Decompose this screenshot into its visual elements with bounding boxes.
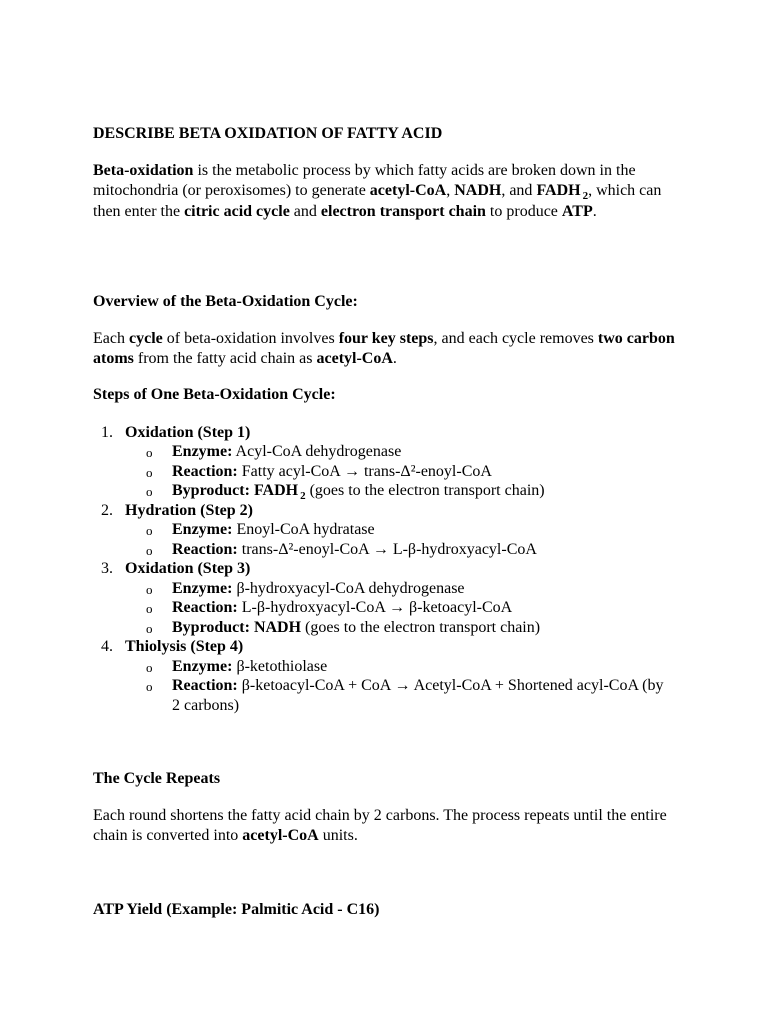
step-1-reaction: Reaction: Fatty acyl-CoA → trans-Δ²-enoyl-CoA (172, 463, 492, 480)
bullet-icon: o (146, 445, 153, 460)
bullet-icon: o (146, 543, 153, 558)
step-2-title: Hydration (Step 2) (125, 502, 253, 519)
step-2-enzyme: Enzyme: Enoyl-CoA hydratase (172, 521, 375, 538)
step-3-reaction: Reaction: L-β-hydroxyacyl-CoA → β-ketoacyl-CoA (172, 599, 513, 616)
overview-heading: Overview of the Beta-Oxidation Cycle: (93, 293, 358, 310)
step-4-enzyme: Enzyme: β-ketothiolase (172, 658, 328, 675)
step-4-number: 4. (101, 638, 113, 655)
beta-oxidation-term: Beta-oxidation (93, 162, 194, 179)
intro-paragraph: Beta-oxidation is the metabolic process by which fatty acids are broken down in the mitochondria (or peroxisomes) to generate acetyl-CoA, NADH, and FADH $_2$, which can then enter the citric acid cycle and electron transport chain to produce ATP. (93, 162, 662, 220)
step-1-title: Oxidation (Step 1) (125, 424, 251, 441)
bullet-icon: o (146, 621, 153, 636)
step-1-byproduct: Byproduct: FADH $_2$ (goes to the electron transport chain) (172, 482, 545, 502)
overview-paragraph: Each cycle of beta-oxidation involves four key steps, and each cycle removes two carbon atoms from the fatty acid chain as acetyl-CoA. (93, 330, 675, 367)
step-2-number: 2. (101, 502, 113, 519)
step-3-byproduct: Byproduct: NADH (goes to the electron transport chain) (172, 619, 541, 636)
step-2-reaction: Reaction: trans-Δ²-enoyl-CoA → L-β-hydroxyacyl-CoA (172, 541, 537, 558)
step-3-enzyme: Enzyme: β-hydroxyacyl-CoA dehydrogenase (172, 580, 465, 597)
cycle-repeats-heading: The Cycle Repeats (93, 770, 221, 787)
bullet-icon: o (146, 582, 153, 597)
cycle-repeats-paragraph: Each round shortens the fatty acid chain by 2 carbons. The process repeats until the entire chain is converted into acetyl-CoA units. (93, 807, 667, 844)
bullet-icon: o (146, 523, 153, 538)
bullet-icon: o (146, 465, 153, 480)
bullet-icon: o (146, 679, 153, 694)
bullet-icon: o (146, 484, 153, 499)
step-3-number: 3. (101, 560, 113, 577)
bullet-icon: o (146, 601, 153, 616)
atp-yield-heading: ATP Yield (Example: Palmitic Acid - C16) (93, 901, 380, 918)
step-4-title: Thiolysis (Step 4) (125, 638, 244, 655)
step-3-title: Oxidation (Step 3) (125, 560, 251, 577)
bullet-icon: o (146, 660, 153, 675)
page-title: DESCRIBE BETA OXIDATION OF FATTY ACID (93, 125, 443, 142)
step-1-number: 1. (101, 424, 113, 441)
step-4-reaction: Reaction: β-ketoacyl-CoA + CoA → Acetyl-CoA + Shortened acyl-CoA (by 2 carbons) (172, 677, 664, 714)
steps-heading: Steps of One Beta-Oxidation Cycle: (93, 386, 336, 403)
step-1-enzyme: Enzyme: Acyl-CoA dehydrogenase (172, 443, 402, 460)
